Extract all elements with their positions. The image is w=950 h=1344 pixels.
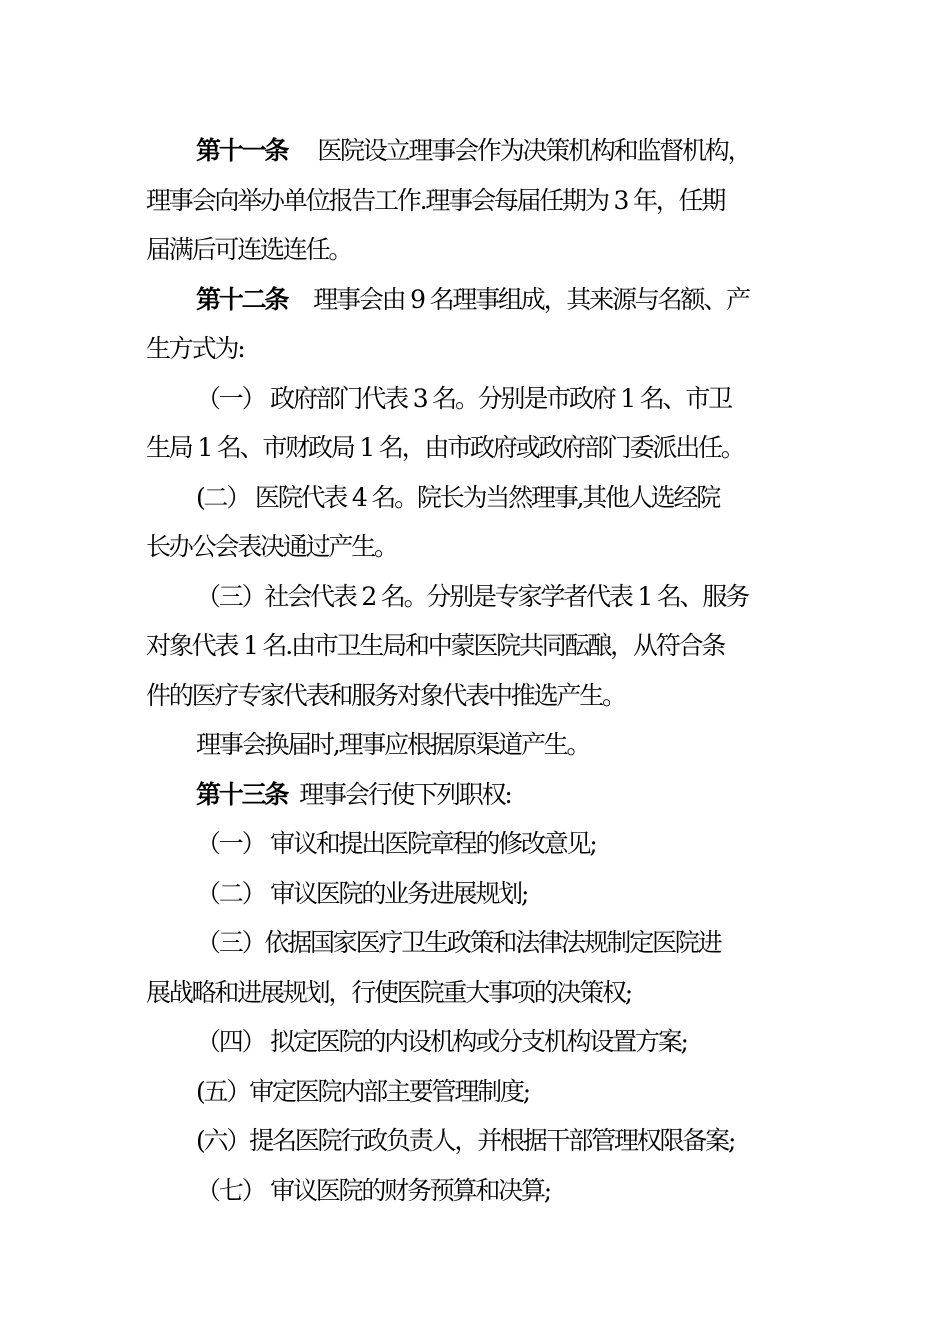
article-12-heading: 第十二条 xyxy=(196,285,288,314)
article-13-item-4: （四） 拟定医院的内设机构或分支机构设置方案; xyxy=(196,1027,687,1056)
article-12-item-3-line-1: （三）社会代表 2 名。分别是专家学者代表 1 名、服务 xyxy=(196,582,749,611)
article-11-line-1 xyxy=(0,131,950,171)
article-12-item-2-line-2: 长办公会表决通过产生。 xyxy=(146,532,397,561)
article-13-item-7: （七） 审议医院的财务预算和决算; xyxy=(196,1176,550,1205)
article-13-item-2: （二） 审议医院的业务进展规划; xyxy=(196,879,528,908)
article-13-item-5: (五）审定医院内部主要管理制度; xyxy=(196,1077,529,1106)
article-11-line-2: 理事会向举办单位报告工作.理事会每届任期为 3 年，任期 xyxy=(146,186,725,215)
article-12-line-1 xyxy=(0,280,950,320)
article-12-item-3-line-3: 件的医疗专家代表和服务对象代表中推选产生。 xyxy=(146,681,625,710)
article-13-item-3-line-1: （三）依据国家医疗卫生政策和法律法规制定医院进 xyxy=(196,928,721,957)
article-12-text: 理事会由 9 名理事组成，其来源与名额、产 xyxy=(313,285,749,314)
article-12-item-2-line-1: (二） 医院代表 4 名。院长为当然理事,其他人选经院 xyxy=(196,483,720,512)
article-12-line-2: 生方式为: xyxy=(146,334,244,363)
article-13-heading: 第十三条 xyxy=(196,780,288,809)
article-13-item-6: (六）提名医院行政负责人，并根据干部管理权限备案; xyxy=(196,1126,735,1155)
article-11-line-3: 届满后可连选连任。 xyxy=(146,235,352,264)
re-election-note: 理事会换届时,理事应根据原渠道产生。 xyxy=(196,730,590,759)
article-12-item-3-line-2: 对象代表 1 名.由市卫生局和中蒙医院共同酝酿，从符合条 xyxy=(146,631,725,660)
article-11-heading: 第十一条 xyxy=(196,136,288,165)
article-13-item-3-line-2: 展战略和进展规划，行使医院重大事项的决策权; xyxy=(146,978,632,1007)
article-11-text: 医院设立理事会作为决策机构和监督机构， xyxy=(317,136,751,165)
article-13-text: 理事会行使下列职权: xyxy=(299,780,511,809)
article-13-line-1 xyxy=(0,775,950,815)
article-13-item-1: （一） 审议和提出医院章程的修改意见; xyxy=(196,829,596,858)
article-12-item-1-line-1: （一） 政府部门代表 3 名。分别是市政府 1 名、市卫 xyxy=(196,384,731,413)
article-12-item-1-line-2: 生局 1 名、市财政局 1 名，由市政府或政府部门委派出任。 xyxy=(146,433,744,462)
